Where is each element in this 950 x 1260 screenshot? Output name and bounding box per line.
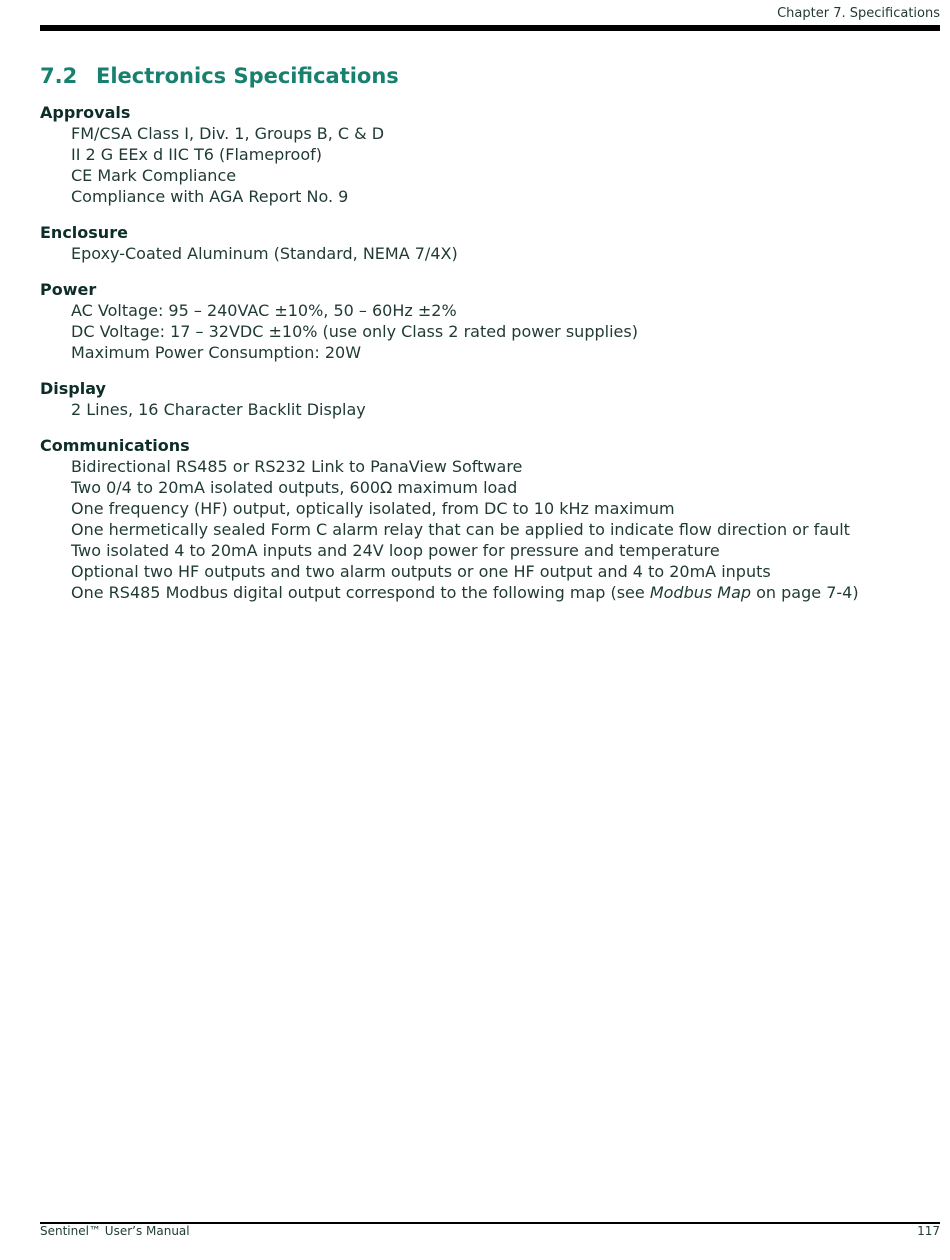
spec-content <box>40 102 945 618</box>
display-title: Display <box>40 379 106 398</box>
display-group <box>40 378 945 420</box>
communications-item: Two 0/4 to 20mA isolated outputs, 600Ω maximum load <box>71 478 518 497</box>
modbus-map-reference: Modbus Map <box>649 583 752 602</box>
modbus-text-after: on page 7-4) <box>751 583 859 602</box>
display-item: 2 Lines, 16 Character Backlit Display <box>71 400 366 419</box>
approvals-title: Approvals <box>40 103 131 122</box>
running-header: Chapter 7. Specifications <box>777 6 940 21</box>
approvals-item: II 2 G EEx d IIC T6 (Flameproof) <box>71 145 322 164</box>
communications-item: Two isolated 4 to 20mA inputs and 24V loop power for pressure and temperature <box>71 541 720 560</box>
power-item: Maximum Power Consumption: 20W <box>71 343 362 362</box>
approvals-item: FM/CSA Class I, Div. 1, Groups B, C & D <box>71 124 385 143</box>
section-number: 7.2 <box>40 64 78 88</box>
communications-item: One hermetically sealed Form C alarm relay that can be applied to indicate flow direction or fault <box>71 520 850 539</box>
footer-manual-title: Sentinel™ User’s Manual <box>40 1224 190 1238</box>
communications-item-modbus <box>40 582 945 603</box>
communications-item: One frequency (HF) output, optically isolated, from DC to 10 kHz maximum <box>71 499 675 518</box>
communications-title: Communications <box>40 436 190 455</box>
approvals-item: Compliance with AGA Report No. 9 <box>71 187 349 206</box>
communications-item: Optional two HF outputs and two alarm outputs or one HF output and 4 to 20mA inputs <box>71 562 771 581</box>
header-rule <box>40 25 940 31</box>
communications-group <box>40 435 945 603</box>
section-title: Electronics Specifications <box>96 64 399 88</box>
power-title: Power <box>40 280 97 299</box>
approvals-group <box>40 102 945 207</box>
communications-item: Bidirectional RS485 or RS232 Link to PanaView Software <box>71 457 523 476</box>
power-item: AC Voltage: 95 – 240VAC ±10%, 50 – 60Hz ±2% <box>71 301 457 320</box>
page-number: 117 <box>917 1224 940 1238</box>
section-heading <box>40 64 399 88</box>
enclosure-item: Epoxy-Coated Aluminum (Standard, NEMA 7/4X) <box>71 244 458 263</box>
power-item: DC Voltage: 17 – 32VDC ±10% (use only Class 2 rated power supplies) <box>71 322 638 341</box>
approvals-item: CE Mark Compliance <box>71 166 237 185</box>
power-group <box>40 279 945 363</box>
modbus-text-before: One RS485 Modbus digital output correspond to the following map (see <box>71 583 650 602</box>
enclosure-title: Enclosure <box>40 223 128 242</box>
enclosure-group <box>40 222 945 264</box>
